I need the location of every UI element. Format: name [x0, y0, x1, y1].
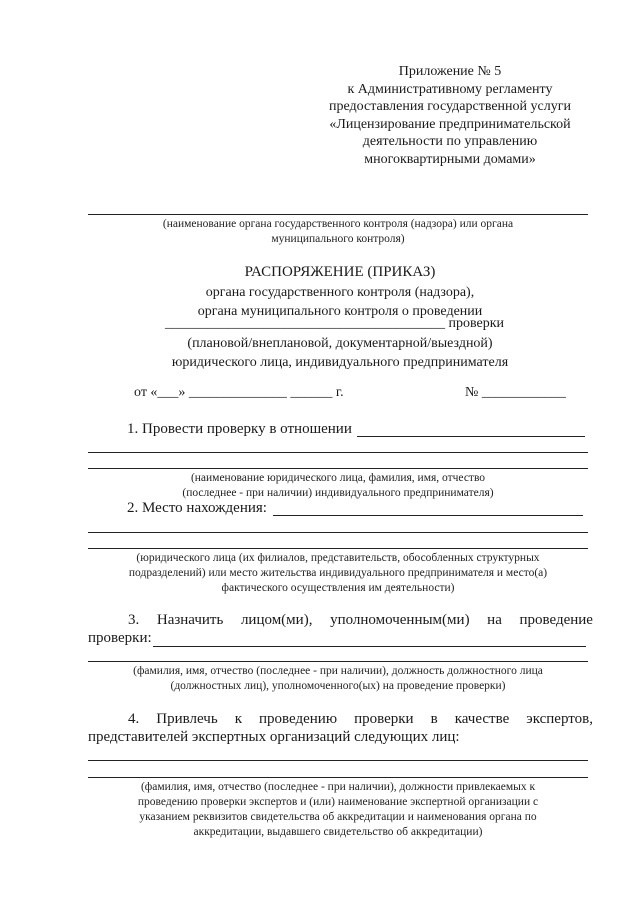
header-line: Приложение № 5: [398, 64, 502, 79]
item4-word: Привлечь: [156, 711, 218, 727]
header-line: «Лицензирование предпринимательской: [329, 116, 571, 132]
item4-caption: [88, 780, 588, 840]
item4-fill-line: [88, 760, 588, 761]
item4-second-line: представителей экспертных организаций следующих лиц:: [88, 729, 460, 745]
item2-fill-line: [88, 548, 588, 549]
item1-fill-line: [357, 436, 585, 437]
date-field: от «___» ______________ ______ г.: [134, 385, 344, 400]
item3-second-line: проверки:: [88, 630, 152, 646]
item4-word: к: [234, 711, 242, 727]
caption-line: аккредитации, выдавшего свидетельство об аккредитации): [193, 826, 483, 838]
organ-name-line: [88, 214, 588, 215]
order-number-field: № ____________: [465, 385, 566, 400]
item4-word: проведению: [259, 711, 338, 727]
subtitle-line: юридического лица, индивидуального предпринимателя: [171, 355, 509, 370]
item1-fill-line: [88, 452, 588, 453]
item3-word: Назначить: [156, 612, 224, 628]
item1-fill-line: [88, 468, 588, 469]
item4-word: 4.: [128, 711, 140, 727]
caption-line: подразделений) или место жительства индивидуального предпринимателя и место(а): [128, 567, 548, 579]
caption-line: (фамилия, имя, отчество (последнее - при наличии), должность должностного лица: [133, 665, 543, 677]
subtitle-line: органа муниципального контроля о проведении: [197, 304, 483, 319]
caption-line: проведению проверки экспертов и (или) наименование экспертной организации с: [137, 796, 539, 808]
appendix-header: [250, 63, 640, 168]
organ-caption: [88, 217, 588, 247]
item3-fill-line: [153, 646, 586, 647]
item2-caption: [88, 551, 588, 596]
inspection-word: проверки: [448, 316, 505, 331]
item3-word: уполномоченным(ми): [330, 612, 470, 628]
item3-word: на: [487, 612, 502, 628]
header-line: деятельности по управлению: [362, 134, 538, 149]
item4-first-line: [128, 711, 593, 728]
item3-word: лицом(ми),: [240, 612, 313, 628]
header-line: предоставления государственной услуги: [329, 99, 571, 114]
item4-word: проверки: [354, 711, 414, 727]
caption-line: фактического осуществления им деятельности): [221, 582, 455, 594]
caption-line: (должностных лиц), уполномоченного(ых) на проведение проверки): [170, 680, 506, 692]
item2-fill-line: [88, 532, 588, 533]
caption-line: (юридического лица (их филиалов, представительств, обособленных структурных: [136, 552, 540, 564]
item3-fill-line: [88, 661, 588, 662]
caption-line: указанием реквизитов свидетельства об аккредитации и наименования органа по: [139, 811, 537, 823]
caption-line: (наименование органа государственного контроля (надзора) или органа: [162, 218, 514, 230]
caption-line: (последнее - при наличии) индивидуального предпринимателя): [182, 487, 494, 499]
document-title: РАСПОРЯЖЕНИЕ (ПРИКАЗ): [244, 264, 436, 280]
item2-fill-line: [273, 515, 583, 516]
item4-fill-line: [88, 777, 588, 778]
subtitle-line: (плановой/внеплановой, документарной/выездной): [187, 336, 493, 351]
subtitle-line: органа государственного контроля (надзора),: [205, 285, 475, 300]
caption-line: (фамилия, имя, отчество (последнее - при наличии), должности привлекаемых к: [140, 781, 536, 793]
item4-word: экспертов,: [526, 711, 593, 727]
item4-word: в: [430, 711, 438, 727]
inspection-type-line: [165, 316, 504, 332]
inspection-type-blank: ________________________________________: [165, 316, 445, 331]
item1-caption: [88, 471, 588, 501]
item2-label: 2. Место нахождения:: [127, 500, 267, 516]
item3-caption: [88, 664, 588, 694]
item1-label: 1. Провести проверку в отношении: [127, 421, 352, 437]
item3-word: 3.: [128, 612, 140, 628]
caption-line: муниципального контроля): [271, 233, 405, 245]
header-line: многоквартирными домами»: [364, 151, 536, 167]
item3-first-line: [128, 612, 593, 629]
item4-word: качестве: [454, 711, 510, 727]
item3-word: проведение: [519, 612, 593, 628]
header-line: к Административному регламенту: [347, 81, 553, 97]
caption-line: (наименование юридического лица, фамилия, имя, отчество: [190, 472, 486, 484]
